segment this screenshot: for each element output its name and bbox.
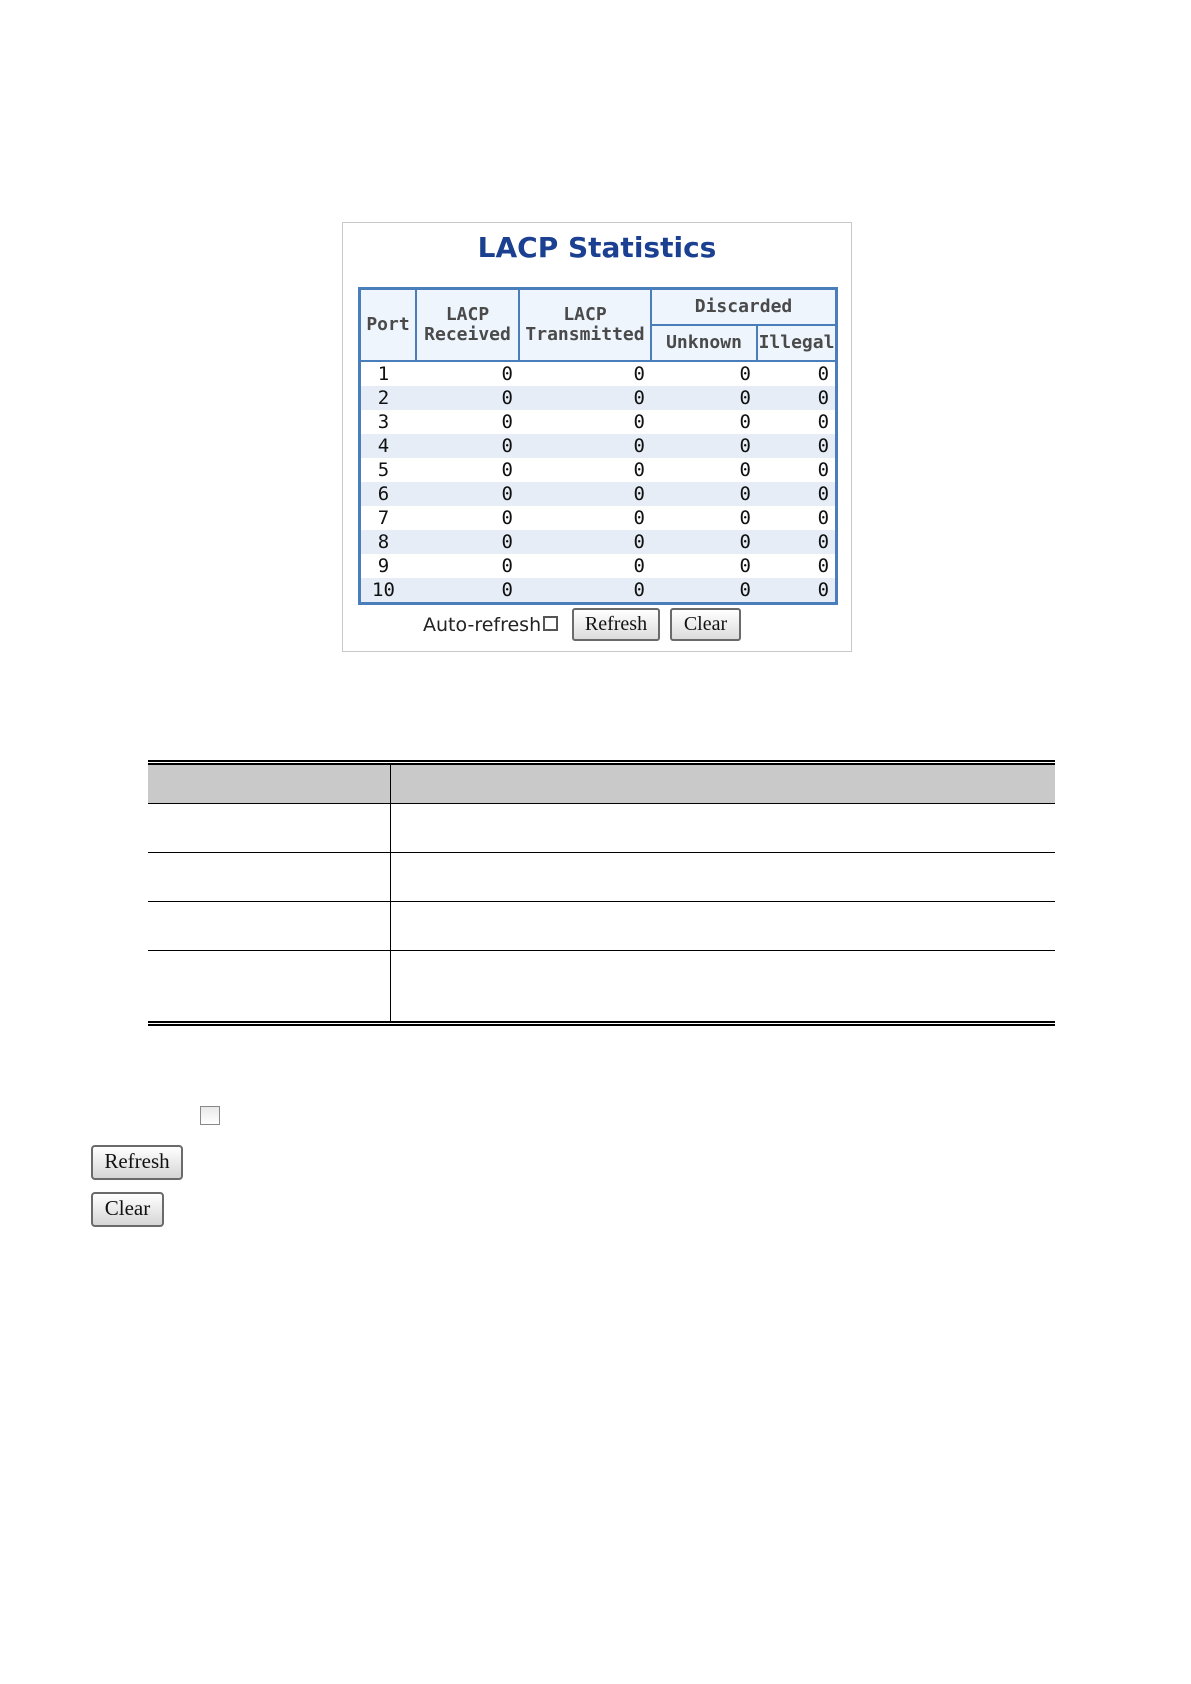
cell-transmitted: 0 [519,530,651,554]
cell-received: 0 [501,459,513,481]
description-header-description [391,763,1056,804]
cell-port: 1 [377,363,390,385]
cell-received: 0 [416,578,519,602]
cell-port: 5 [377,459,390,481]
table-row [361,482,835,506]
lacp-statistics-panel [342,222,852,652]
table-row [361,361,835,386]
cell-unknown: 0 [651,434,757,458]
table-row [148,951,1055,1024]
col-header-unknown: Unknown [651,325,757,361]
col-header-illegal: Illegal [757,325,835,361]
cell-transmitted: 0 [633,555,645,577]
cell-illegal: 0 [757,482,835,506]
col-header-lacp-transmitted-line1: LACP [563,304,607,325]
cell-received: 0 [501,507,513,529]
cell-unknown: 0 [651,578,757,602]
cell-transmitted: 0 [519,386,651,410]
refresh-button[interactable]: Refresh [572,608,660,641]
cell-transmitted: 0 [519,578,651,602]
cell-unknown: 0 [739,555,751,577]
table-row [361,530,835,554]
description-table [148,760,1055,1026]
cell-illegal: 0 [757,578,835,602]
table-row [361,386,835,410]
cell-received: 0 [416,434,519,458]
table-row [361,554,835,578]
clear-button[interactable]: Clear [670,608,741,641]
auto-refresh-label: Auto-refresh [423,614,542,636]
table-row [148,804,1055,853]
cell-port: 10 [361,578,416,602]
cell-transmitted: 0 [633,459,645,481]
cell-port: 3 [377,411,390,433]
lacp-statistics-rows [361,361,835,602]
cell-received: 0 [416,530,519,554]
cell-transmitted: 0 [519,482,651,506]
cell-received: 0 [501,363,513,385]
cell-illegal: 0 [817,411,830,433]
table-row [148,853,1055,902]
col-header-lacp-transmitted [519,290,651,361]
cell-port: 6 [361,482,416,506]
table-row [361,578,835,602]
cell-port: 4 [361,434,416,458]
cell-port: 7 [377,507,390,529]
cell-port: 8 [361,530,416,554]
cell-transmitted: 0 [633,363,645,385]
cell-unknown: 0 [739,507,751,529]
clear-button-lower[interactable]: Clear [91,1192,164,1227]
col-header-discarded: Discarded [651,290,835,325]
col-header-lacp-received-line1: LACP [445,304,490,325]
cell-transmitted: 0 [633,507,645,529]
cell-received: 0 [501,411,513,433]
cell-illegal: 0 [757,434,835,458]
cell-illegal: 0 [817,363,830,385]
cell-unknown: 0 [739,363,751,385]
col-header-lacp-received-line2: Received [424,324,511,345]
cell-illegal: 0 [817,507,830,529]
cell-illegal: 0 [817,555,830,577]
cell-transmitted: 0 [633,411,645,433]
lacp-statistics-table [361,290,835,602]
cell-received: 0 [416,386,519,410]
auto-refresh-checkbox[interactable] [543,616,558,631]
cell-unknown: 0 [739,459,751,481]
description-header-object [148,763,391,804]
page-title: LACP Statistics [477,231,717,264]
cell-received: 0 [416,482,519,506]
table-row [361,458,835,482]
lacp-statistics-table-frame [358,287,838,605]
cell-illegal: 0 [757,386,835,410]
refresh-button-lower[interactable]: Refresh [91,1145,183,1180]
col-header-lacp-received [416,290,519,361]
col-header-lacp-transmitted-line2: Transmitted [525,324,645,345]
table-row [361,410,835,434]
cell-received: 0 [501,555,513,577]
cell-illegal: 0 [817,459,830,481]
cell-illegal: 0 [757,530,835,554]
cell-transmitted: 0 [519,434,651,458]
table-row [361,434,835,458]
table-row [361,506,835,530]
auto-refresh-checkbox-lower[interactable] [200,1106,220,1125]
cell-port: 9 [377,555,390,577]
cell-unknown: 0 [739,411,751,433]
cell-unknown: 0 [651,530,757,554]
cell-unknown: 0 [651,386,757,410]
table-row [148,902,1055,951]
cell-port: 2 [361,386,416,410]
cell-unknown: 0 [651,482,757,506]
col-header-port: Port [361,290,416,361]
panel-controls [343,608,851,644]
